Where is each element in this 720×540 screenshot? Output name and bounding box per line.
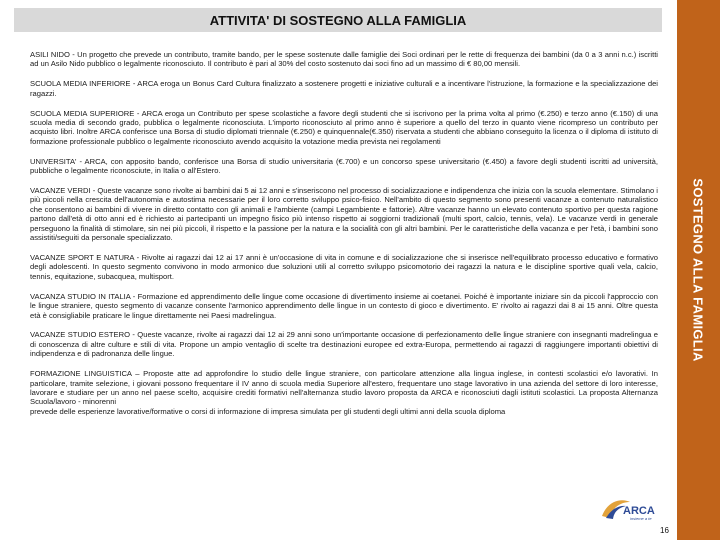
page-title: ATTIVITA' DI SOSTEGNO ALLA FAMIGLIA (14, 8, 662, 32)
paragraph-formazione-linguistica: FORMAZIONE LINGUISTICA – Proposte atte ad approfondire lo studio delle lingue straniere, con particolare attenzione alla lingua inglese, in contesti scolastici e/o lavorativi. In particolare, tramite selezione, i giovani possono frequentare il IV anno di scuola media Superiore all'estero, frequentare uno stage lavorativo in una azienda del settore di loro interesse, lavorare e studiare per un anno nel paese scelto, acquisire crediti formativi nell'alternanza studio lavoro proposta da ARCA e riconosciuti dagli istituti scolastici. La proposta Alternanza Scuola/lavoro - minorenni (30, 369, 658, 407)
sidebar-label: SOSTEGNO ALLA FAMIGLIA (690, 178, 706, 362)
logo-tagline: insieme a te (630, 516, 652, 521)
paragraph-universita: UNIVERSITA' - ARCA, con apposito bando, conferisce una Borsa di studio universitaria (€.700) e un concorso spese universitario (€.450) a favore degli studenti iscritti ad università, pubbliche o legalmente riconosciute, in Italia o all'Estero. (30, 156, 658, 176)
paragraph-vacanza-studio-italia: VACANZA STUDIO IN ITALIA - Formazione ed apprendimento delle lingue come occasione di divertimento insieme ai coetanei. Poiché è importante iniziare sin da piccoli l'approccio con le lingue straniere, questo segmento di vacanze consente l'armonico apprendimento delle lingue in un contesto di gioco e divertimento. E' rivolto ai ragazzi dai 8 ai 15 anni. Oltre questa età è consigliabile praticare le lingue direttamente nei Paesi madrelingua. (30, 291, 658, 320)
logo-text: ARCA (623, 505, 655, 517)
page-number: 16 (660, 526, 669, 535)
content-body (30, 50, 658, 427)
paragraph-formazione-linguistica-continued: prevede delle esperienze lavorative/formative o corsi di informazione di impresa simulata per gli studenti degli ultimi anni della scuola diploma (30, 406, 506, 416)
paragraph-asili-nido: ASILI NIDO - Un progetto che prevede un contributo, tramite bando, per le spese sostenute dalle famiglie dei Soci ordinari per le rette di frequenza dei bambini (da 0 a 3 anni n.c.) iscritti ad un Asilo Nido pubblico o legalmente riconosciuto. Il contributo è pari al 30% del costo sostenuto dai soci fino ad un massimo di € 80,00 mensili. (30, 50, 658, 69)
paragraph-scuola-media-superiore: SCUOLA MEDIA SUPERIORE - ARCA eroga un Contributo per spese scolastiche a favore degli studenti che si iscrivono per la prima volta al primo (€.250) e terzo anno (€.150) di una scuola media di secondo grado, pubblica o legalmente riconosciuta. L'importo riconosciuto al primo anno è superiore a quello del terzo in quanto viene ricompreso un contributo per acquisto libri. Inoltre ARCA conferisce una Borsa di studio diplomati triennale (€.250) e quinquennale(€.350) riservata a studenti che abbiano conseguito la licenza o il diploma di istituto di formazione professionale pubblico o legalmente riconosciuto avendo acquisito la votazione media prevista nei regolamenti (30, 108, 658, 146)
paragraph-vacanze-verdi: VACANZE VERDI - Queste vacanze sono rivolte ai bambini dai 5 ai 12 anni e s'inseriscono nel processo di socializzazione e indipendenza che inizia con la scuola elementare. Stimolano i più piccoli nella crescita dell'autonomia e autostima necessarie per il loro corretto sviluppo psico-fisico. Nell'ambito di questo segmento sono presenti vacanze a contenuto naturalistico che consentono ai bambini di vivere in diretto contatto con gli animali e l'ambiente (campi Legambiente e fattorie). Altre vacanze hanno un elevato contenuto sportivo per questa ragione partono dall'età di otto anni ed è richiesto ai partecipanti un impegno fisico più intenso rispetto ai soggiorni tradizionali (multi sport, calcio, tennis, vela). Le vacanze verdi in generale perseguono la finalità di stimolare, sin nei più piccoli, il rispetto e la passione per la natura e la socialità con gli altri bambini. Per le caratteristiche della vacanza e per l'età, i bambini sono assistiti/seguiti da personale specializzato. (30, 186, 658, 243)
paragraph-vacanze-studio-estero: VACANZE STUDIO ESTERO - Queste vacanze, rivolte ai ragazzi dai 12 ai 29 anni sono un'importante occasione di perfezionamento delle lingue straniere con insegnanti madrelingua e di conoscenza di altre culture e stili di vita. Propone un ampio ventaglio di scelte tra destinazioni europee ed extra-Europa, permettendo ai ragazzi di raggiungere importanti obiettivi di indipendenza e di padronanza delle lingue. (30, 330, 658, 359)
paragraph-vacanze-sport-natura: VACANZE SPORT E NATURA - Rivolte ai ragazzi dai 12 ai 17 anni è un'occasione di vita in comune e di socializzazione che si inserisce nell'equilibrato processo educativo e formativo degli adolescenti. In questo segmento convivono in modo armonico due soluzioni utili al corretto sviluppo psicomotorio dei ragazzi la natura e le discipline sportive quali vela, calcio, tennis, equitazione, subacquea, multisport. (30, 253, 658, 281)
arca-logo (600, 496, 662, 522)
paragraph-scuola-media-inferiore: SCUOLA MEDIA INFERIORE - ARCA eroga un Bonus Card Cultura finalizzato a sostenere progetti e iniziative culturali e a incentivare l'istruzione, la formazione e la specializzazione dei ragazzi. (30, 79, 658, 98)
title-band (0, 0, 677, 40)
